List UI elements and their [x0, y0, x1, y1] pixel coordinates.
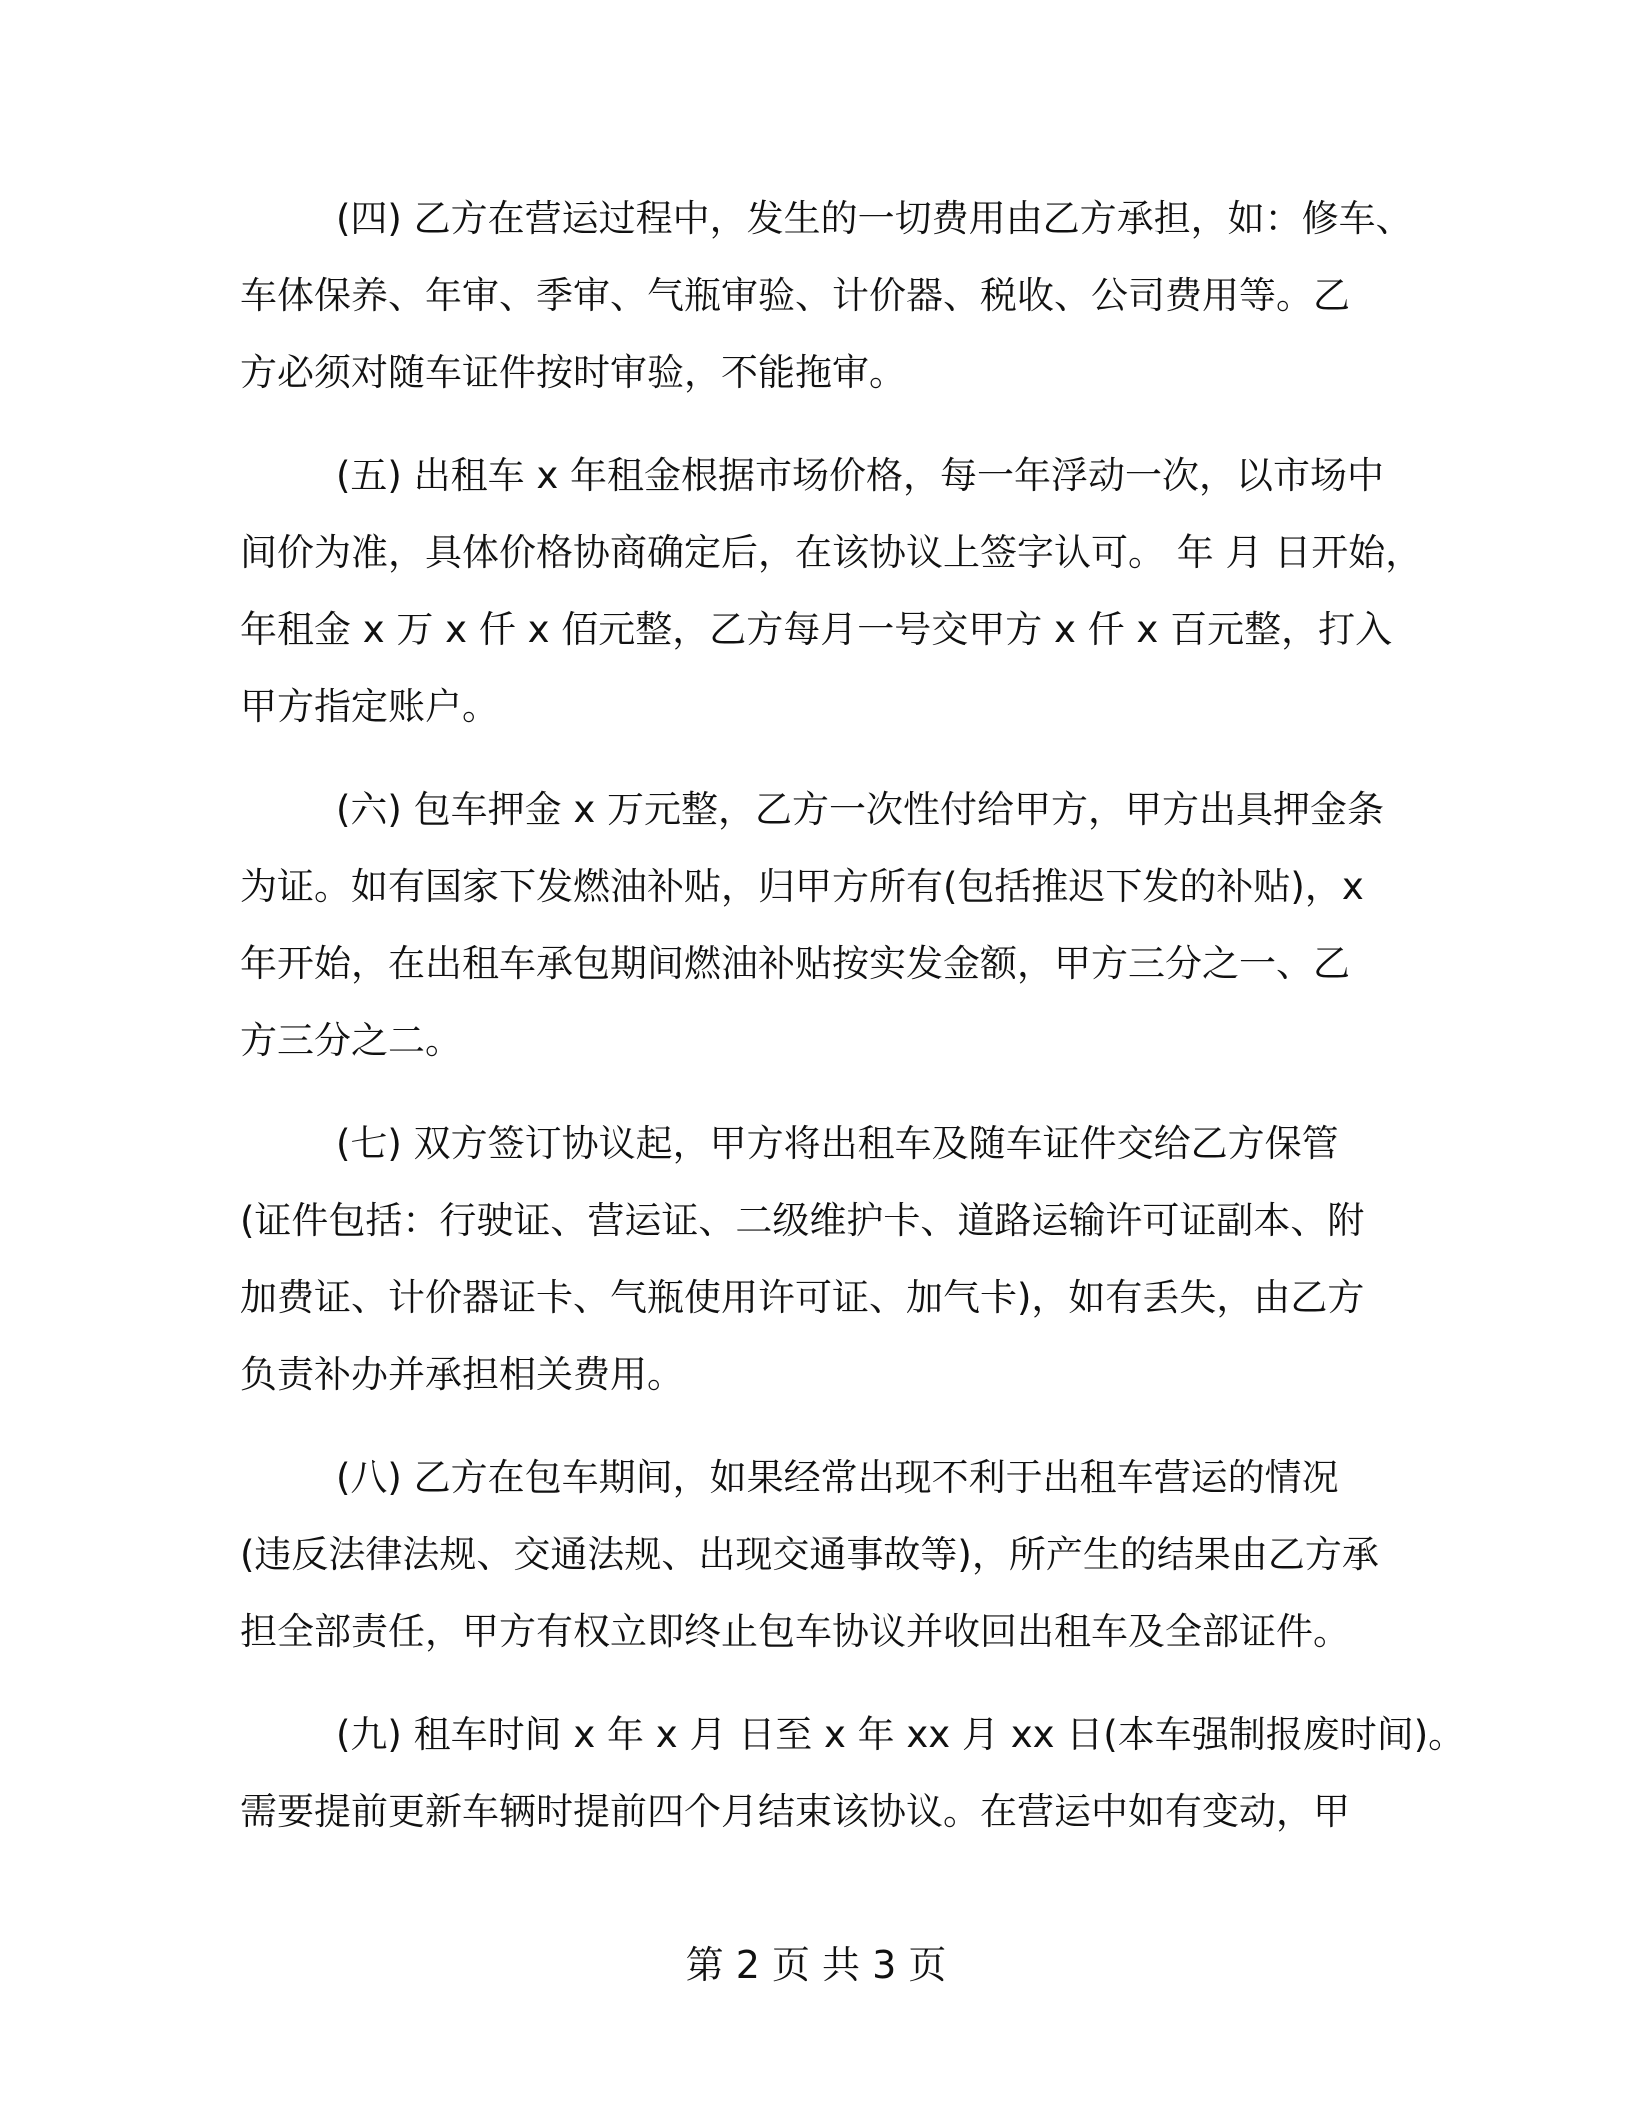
paragraph-5 — [240, 437, 1423, 745]
text-line: 加费证、计价器证卡、气瓶使用许可证、加气卡)，如有丢失，由乙方 — [240, 1276, 1365, 1319]
text-line: 负责补办并承担相关费用。 — [240, 1353, 684, 1396]
text-line: (九) 租车时间 x 年 x 月 日至 x 年 xx 月 xx 日(本车强制报废时间)。 — [336, 1713, 1466, 1756]
text-line: 年租金 x 万 x 仟 x 佰元整，乙方每月一号交甲方 x 仟 x 百元整，打入 — [240, 608, 1393, 651]
text-line: 方三分之二。 — [240, 1019, 462, 1062]
page-number: 第 2 页 共 3 页 — [685, 1943, 947, 1987]
text-line: 年开始，在出租车承包期间燃油补贴按实发金额，甲方三分之一、乙 — [240, 942, 1350, 985]
paragraph-7 — [240, 1105, 1400, 1413]
text-line: 车体保养、年审、季审、气瓶审验、计价器、税收、公司费用等。乙 — [240, 274, 1350, 317]
text-line: (七) 双方签订协议起，甲方将出租车及随车证件交给乙方保管 — [336, 1122, 1339, 1165]
text-line: (证件包括：行驶证、营运证、二级维护卡、道路运输许可证副本、附 — [240, 1199, 1365, 1242]
text-line: (五) 出租车 x 年租金根据市场价格，每一年浮动一次，以市场中 — [336, 454, 1385, 497]
text-line: 需要提前更新车辆时提前四个月结束该协议。在营运中如有变动，甲 — [240, 1790, 1350, 1833]
paragraph-8 — [240, 1439, 1400, 1670]
text-line: (六) 包车押金 x 万元整，乙方一次性付给甲方，甲方出具押金条 — [336, 788, 1385, 831]
text-line: 间价为准，具体价格协商确定后，在该协议上签字认可。 年 月 日开始， — [240, 531, 1423, 574]
text-line: (四) 乙方在营运过程中，发生的一切费用由乙方承担，如：修车、 — [336, 197, 1413, 240]
paragraph-6 — [240, 771, 1400, 1079]
document-body — [240, 180, 1466, 1876]
text-line: (违反法律法规、交通法规、出现交通事故等)，所产生的结果由乙方承 — [240, 1533, 1379, 1576]
text-line: 方必须对随车证件按时审验，不能拖审。 — [240, 351, 906, 394]
text-line: 担全部责任，甲方有权立即终止包车协议并收回出租车及全部证件。 — [240, 1610, 1350, 1653]
paragraph-4 — [240, 180, 1413, 411]
text-line: (八) 乙方在包车期间，如果经常出现不利于出租车营运的情况 — [336, 1456, 1339, 1499]
paragraph-9 — [240, 1696, 1466, 1850]
text-line: 为证。如有国家下发燃油补贴，归甲方所有(包括推迟下发的补贴)，x — [240, 865, 1364, 908]
text-line: 甲方指定账户。 — [240, 685, 499, 728]
